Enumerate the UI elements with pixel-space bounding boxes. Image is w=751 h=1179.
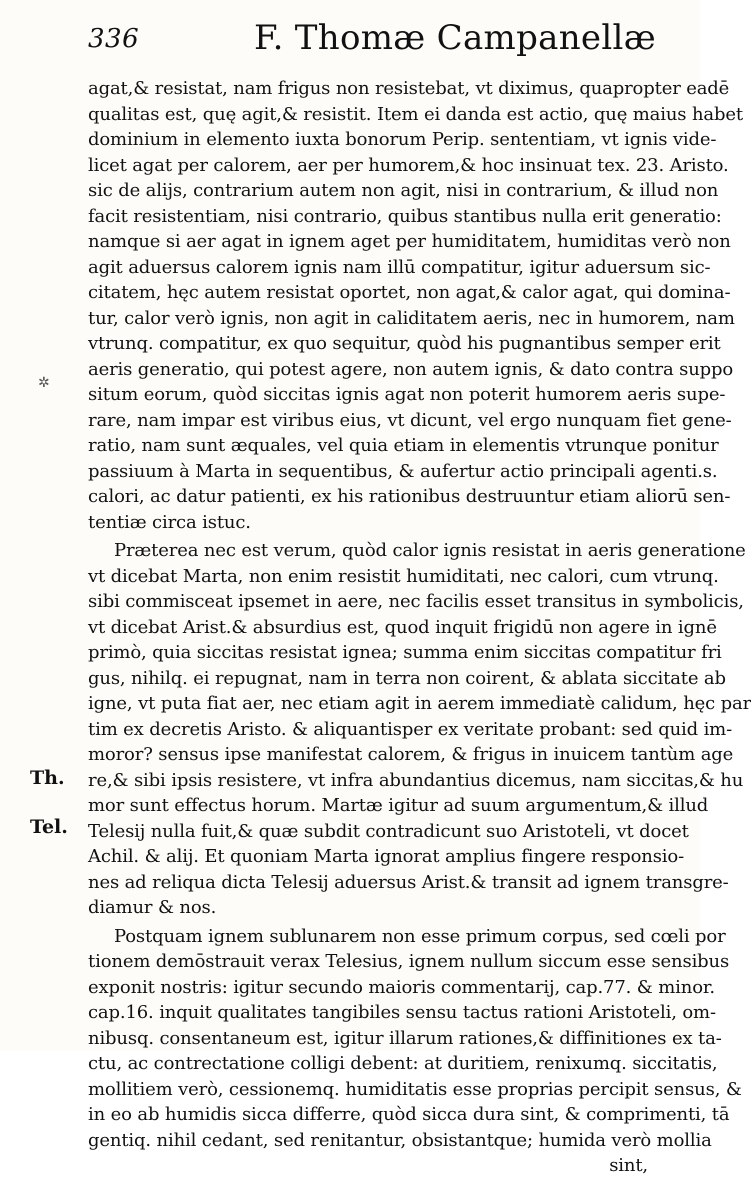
text-line: vtrunq. compatitur, ex quo sequitur, quòd his pugnantibus semper erit	[88, 333, 721, 354]
text-line: ctu, ac contrectatione colligi debent: at duritiem, renixumq. siccitatis,	[88, 1053, 718, 1074]
text-line: agat,& resistat, nam frigus non resistebat, vt diximus, quapropter eadē	[88, 78, 730, 99]
text-line: tim ex decretis Aristo. & aliquantisper ex veritate probant: sed quid im-	[88, 718, 733, 740]
text-line: tur, calor verò ignis, non agit in caliditatem aeris, nec in humorem, nam	[88, 307, 735, 329]
text-line: mollitiem verò, cessionemq. humiditatis esse proprias percipit sensus, &	[88, 1078, 742, 1100]
text-line: cap.16. inquit qualitates tangibiles sensu tactus rationi Aristoteli, om-	[88, 1002, 716, 1023]
text-line: primò, quia siccitas resistat ignea; summa enim siccitas compatitur fri	[88, 642, 722, 663]
catchword: sint,	[609, 1155, 648, 1176]
text-line: in eo ab humidis sicca differre, quòd sicca dura sint, & comprimenti, tā	[88, 1104, 730, 1125]
text-line: mor sunt effectus horum. Martæ igitur ad suum argumentum,& illud	[88, 795, 709, 816]
text-line: passiuum à Marta in sequentibus, & aufertur actio principali agenti.s.	[88, 460, 718, 482]
page-number: 336	[88, 24, 140, 54]
text-line: aeris generatio, qui potest agere, non autem ignis, & dato contra suppo	[88, 358, 734, 380]
text-line: citatem, hęc autem resistat oportet, non agat,& calor agat, qui domina-	[88, 282, 731, 303]
paragraph-start-line: Postquam ignem sublunarem non esse primum corpus, sed cœli por	[114, 925, 726, 947]
text-line: facit resistentiam, nisi contrario, quibus stantibus nulla erit generatio:	[88, 205, 722, 227]
text-line: tentiæ circa istuc.	[88, 511, 251, 533]
margin-note-tel: Tel.	[30, 816, 68, 838]
text-line: agit aduersus calorem ignis nam illū compatitur, igitur aduersum sic-	[88, 256, 711, 278]
text-line: Telesij nulla fuit,& quæ subdit contradicunt suo Aristoteli, vt docet	[88, 820, 689, 842]
text-line: diamur & nos.	[88, 897, 217, 918]
text-line: licet agat per calorem, aer per humorem,& hoc insinuat tex. 23. Aristo.	[88, 154, 729, 176]
text-line: sic de alijs, contrarium autem non agit, nisi in contrarium, & illud non	[88, 180, 719, 201]
text-line: nibusq. consentaneum est, igitur illarum rationes,& diffinitiones ex ta-	[88, 1027, 722, 1049]
text-line: namque si aer agat in ignem aget per humiditatem, humiditas verò non	[88, 231, 731, 252]
text-line: sibi commisceat ipsemet in aere, nec facilis esset transitus in symbolicis,	[88, 591, 744, 612]
text-line: nes ad reliqua dicta Telesij aduersus Arist.& transit ad ignem transgre-	[88, 871, 729, 893]
text-line: exponit nostris: igitur secundo maioris commentarij, cap.77. & minor.	[88, 976, 715, 998]
body-text	[88, 76, 751, 1179]
text-line: vt dicebat Arist.& absurdius est, quod inquit frigidū non agere in ignē	[88, 616, 717, 638]
text-line: re,& sibi ipsis resistere, vt infra abundantius dicemus, nam siccitas,& hu	[88, 769, 744, 791]
text-line: tionem demōstrauit verax Telesius, ignem nullum siccum esse sensibus	[88, 951, 730, 972]
text-line: calori, ac datur patienti, ex his rationibus destruuntur etiam aliorū sen-	[88, 486, 731, 507]
text-line: gus, nihilq. ei repugnat, nam in terra non coirent, & ablata siccitate ab	[88, 667, 726, 689]
ink-speck-icon: ✲	[38, 375, 50, 391]
paragraph-start-line: Præterea nec est verum, quòd calor ignis resistat in aeris generatione	[114, 540, 746, 561]
text-line: dominium in elemento iuxta bonorum Perip. sententiam, vt ignis vide-	[88, 129, 717, 150]
text-line: qualitas est, quę agit,& resistit. Item ei danda est actio, quę maius habet	[88, 103, 743, 125]
text-line: Achil. & alij. Et quoniam Marta ignorat amplius fingere responsio-	[88, 846, 685, 867]
text-line: moror? sensus ipse manifestat calorem, & frigus in inuicem tantùm age	[88, 744, 734, 765]
text-line: situm eorum, quòd siccitas ignis agat non poterit humorem aeris supe-	[88, 384, 726, 405]
text-line: igne, vt puta fiat aer, nec etiam agit in aerem immediatè calidum, hęc par	[88, 693, 751, 714]
text-line: rare, nam impar est viribus eius, vt dicunt, vel ergo nunquam fiet gene-	[88, 409, 732, 431]
running-head: F. Thomæ Campanellæ	[254, 18, 656, 58]
text-line: vt dicebat Marta, non enim resistit humiditati, nec calori, cum vtrunq.	[88, 565, 719, 587]
text-line: ratio, nam sunt æquales, vel quia etiam in elementis vtrunque ponitur	[88, 435, 719, 456]
page-header	[84, 14, 656, 62]
text-line: gentiq. nihil cedant, sed renitantur, obsistantque; humida verò mollia	[88, 1129, 712, 1151]
margin-note-th: Th.	[30, 767, 65, 789]
